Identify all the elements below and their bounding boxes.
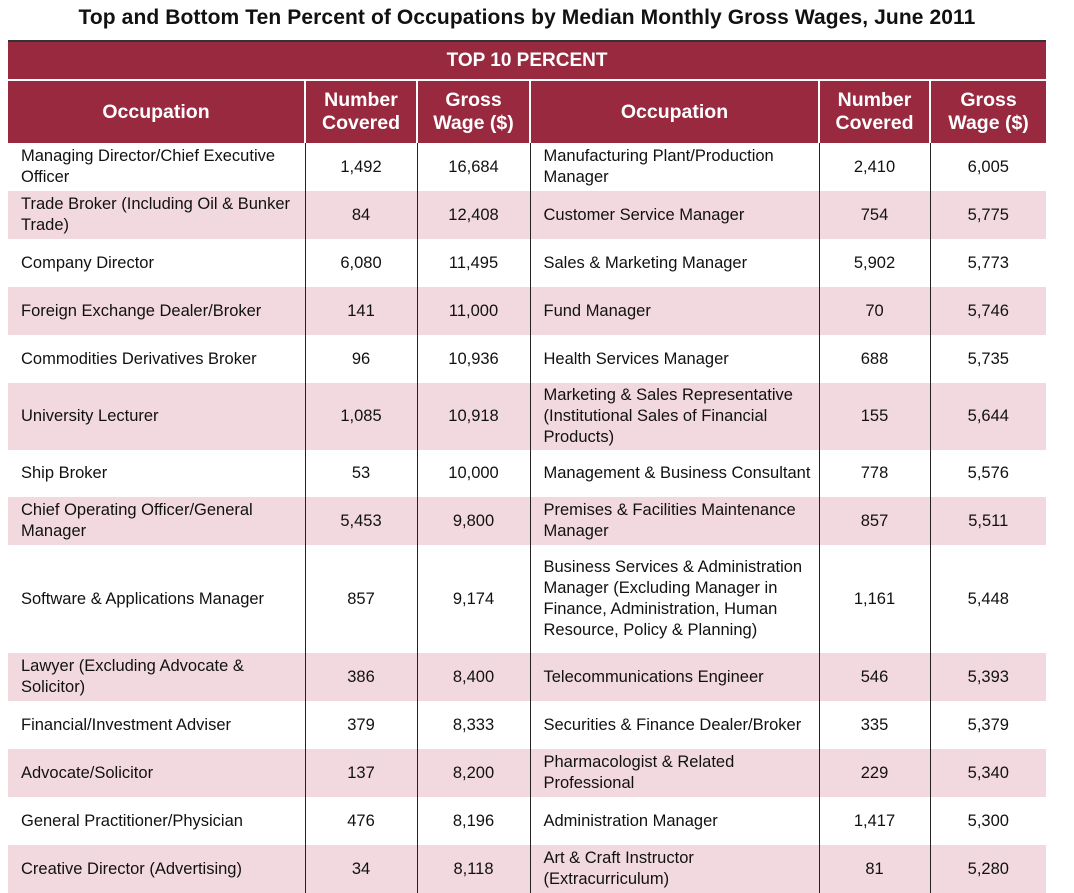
number-covered-cell: 53 [305,450,417,497]
section-banner: TOP 10 PERCENT [8,42,1046,80]
gross-wage-cell: 5,773 [930,239,1046,287]
occupation-cell: Managing Director/Chief Executive Officer [8,143,305,191]
table-row [8,497,1046,545]
table-row [8,545,1046,653]
table-row [8,845,1046,893]
number-covered-cell: 857 [819,497,930,545]
occupation-cell: Software & Applications Manager [8,545,305,653]
number-covered-cell: 70 [819,287,930,335]
wages-table [8,42,1046,893]
occupation-cell: Customer Service Manager [530,191,819,239]
table-row [8,383,1046,450]
number-covered-cell: 137 [305,749,417,797]
number-covered-cell: 96 [305,335,417,383]
gross-wage-cell: 11,000 [417,287,530,335]
table-row [8,701,1046,749]
number-covered-cell: 546 [819,653,930,701]
number-covered-cell: 476 [305,797,417,845]
gross-wage-cell: 5,746 [930,287,1046,335]
gross-wage-cell: 8,400 [417,653,530,701]
header-number-covered-right: Number Covered [819,80,930,143]
header-gross-wage-right: Gross Wage ($) [930,80,1046,143]
number-covered-cell: 5,902 [819,239,930,287]
number-covered-cell: 754 [819,191,930,239]
gross-wage-cell: 6,005 [930,143,1046,191]
gross-wage-cell: 8,196 [417,797,530,845]
table-row [8,653,1046,701]
number-covered-cell: 386 [305,653,417,701]
occupation-cell: Marketing & Sales Representative (Institutional Sales of Financial Products) [530,383,819,450]
number-covered-cell: 229 [819,749,930,797]
gross-wage-cell: 5,393 [930,653,1046,701]
occupation-cell: Health Services Manager [530,335,819,383]
number-covered-cell: 857 [305,545,417,653]
page-title: Top and Bottom Ten Percent of Occupations by Median Monthly Gross Wages, June 2011 [78,6,976,29]
occupation-cell: Advocate/Solicitor [8,749,305,797]
header-occupation-right: Occupation [530,80,819,143]
occupation-cell: Securities & Finance Dealer/Broker [530,701,819,749]
header-number-covered-left: Number Covered [305,80,417,143]
header-occupation-left: Occupation [8,80,305,143]
number-covered-cell: 335 [819,701,930,749]
gross-wage-cell: 9,800 [417,497,530,545]
table-row [8,797,1046,845]
occupation-cell: Pharmacologist & Related Professional [530,749,819,797]
occupation-cell: Manufacturing Plant/Production Manager [530,143,819,191]
gross-wage-cell: 5,280 [930,845,1046,893]
gross-wage-cell: 5,379 [930,701,1046,749]
number-covered-cell: 81 [819,845,930,893]
number-covered-cell: 1,417 [819,797,930,845]
table-row [8,749,1046,797]
gross-wage-cell: 10,000 [417,450,530,497]
table-row [8,143,1046,191]
column-header-row [8,80,1046,143]
number-covered-cell: 778 [819,450,930,497]
occupation-cell: Creative Director (Advertising) [8,845,305,893]
gross-wage-cell: 10,936 [417,335,530,383]
gross-wage-cell: 16,684 [417,143,530,191]
number-covered-cell: 2,410 [819,143,930,191]
number-covered-cell: 34 [305,845,417,893]
gross-wage-cell: 10,918 [417,383,530,450]
occupation-cell: Company Director [8,239,305,287]
table-row [8,335,1046,383]
number-covered-cell: 84 [305,191,417,239]
occupation-cell: Telecommunications Engineer [530,653,819,701]
gross-wage-cell: 5,300 [930,797,1046,845]
number-covered-cell: 5,453 [305,497,417,545]
gross-wage-cell: 8,118 [417,845,530,893]
gross-wage-cell: 5,775 [930,191,1046,239]
number-covered-cell: 1,161 [819,545,930,653]
occupation-cell: Foreign Exchange Dealer/Broker [8,287,305,335]
gross-wage-cell: 9,174 [417,545,530,653]
number-covered-cell: 1,492 [305,143,417,191]
occupation-cell: Sales & Marketing Manager [530,239,819,287]
table-row [8,450,1046,497]
occupation-cell: Art & Craft Instructor (Extracurriculum) [530,845,819,893]
number-covered-cell: 6,080 [305,239,417,287]
occupation-cell: Trade Broker (Including Oil & Bunker Trade) [8,191,305,239]
gross-wage-cell: 5,340 [930,749,1046,797]
gross-wage-cell: 8,200 [417,749,530,797]
gross-wage-cell: 5,511 [930,497,1046,545]
occupation-cell: General Practitioner/Physician [8,797,305,845]
number-covered-cell: 1,085 [305,383,417,450]
gross-wage-cell: 8,333 [417,701,530,749]
gross-wage-cell: 5,735 [930,335,1046,383]
number-covered-cell: 155 [819,383,930,450]
occupation-cell: Premises & Facilities Maintenance Manager [530,497,819,545]
gross-wage-cell: 11,495 [417,239,530,287]
header-gross-wage-left: Gross Wage ($) [417,80,530,143]
occupation-cell: Commodities Derivatives Broker [8,335,305,383]
occupation-cell: Financial/Investment Adviser [8,701,305,749]
occupation-cell: Fund Manager [530,287,819,335]
table-row [8,287,1046,335]
occupation-cell: University Lecturer [8,383,305,450]
occupation-cell: Management & Business Consultant [530,450,819,497]
table-row [8,239,1046,287]
table-body [8,143,1046,893]
number-covered-cell: 688 [819,335,930,383]
gross-wage-cell: 5,576 [930,450,1046,497]
number-covered-cell: 379 [305,701,417,749]
number-covered-cell: 141 [305,287,417,335]
gross-wage-cell: 12,408 [417,191,530,239]
occupation-cell: Ship Broker [8,450,305,497]
gross-wage-cell: 5,448 [930,545,1046,653]
occupation-cell: Administration Manager [530,797,819,845]
occupation-cell: Chief Operating Officer/General Manager [8,497,305,545]
table-row [8,191,1046,239]
occupation-cell: Lawyer (Excluding Advocate & Solicitor) [8,653,305,701]
occupation-cell: Business Services & Administration Manager (Excluding Manager in Finance, Administration, Human Resource, Policy & Planning) [530,545,819,653]
gross-wage-cell: 5,644 [930,383,1046,450]
